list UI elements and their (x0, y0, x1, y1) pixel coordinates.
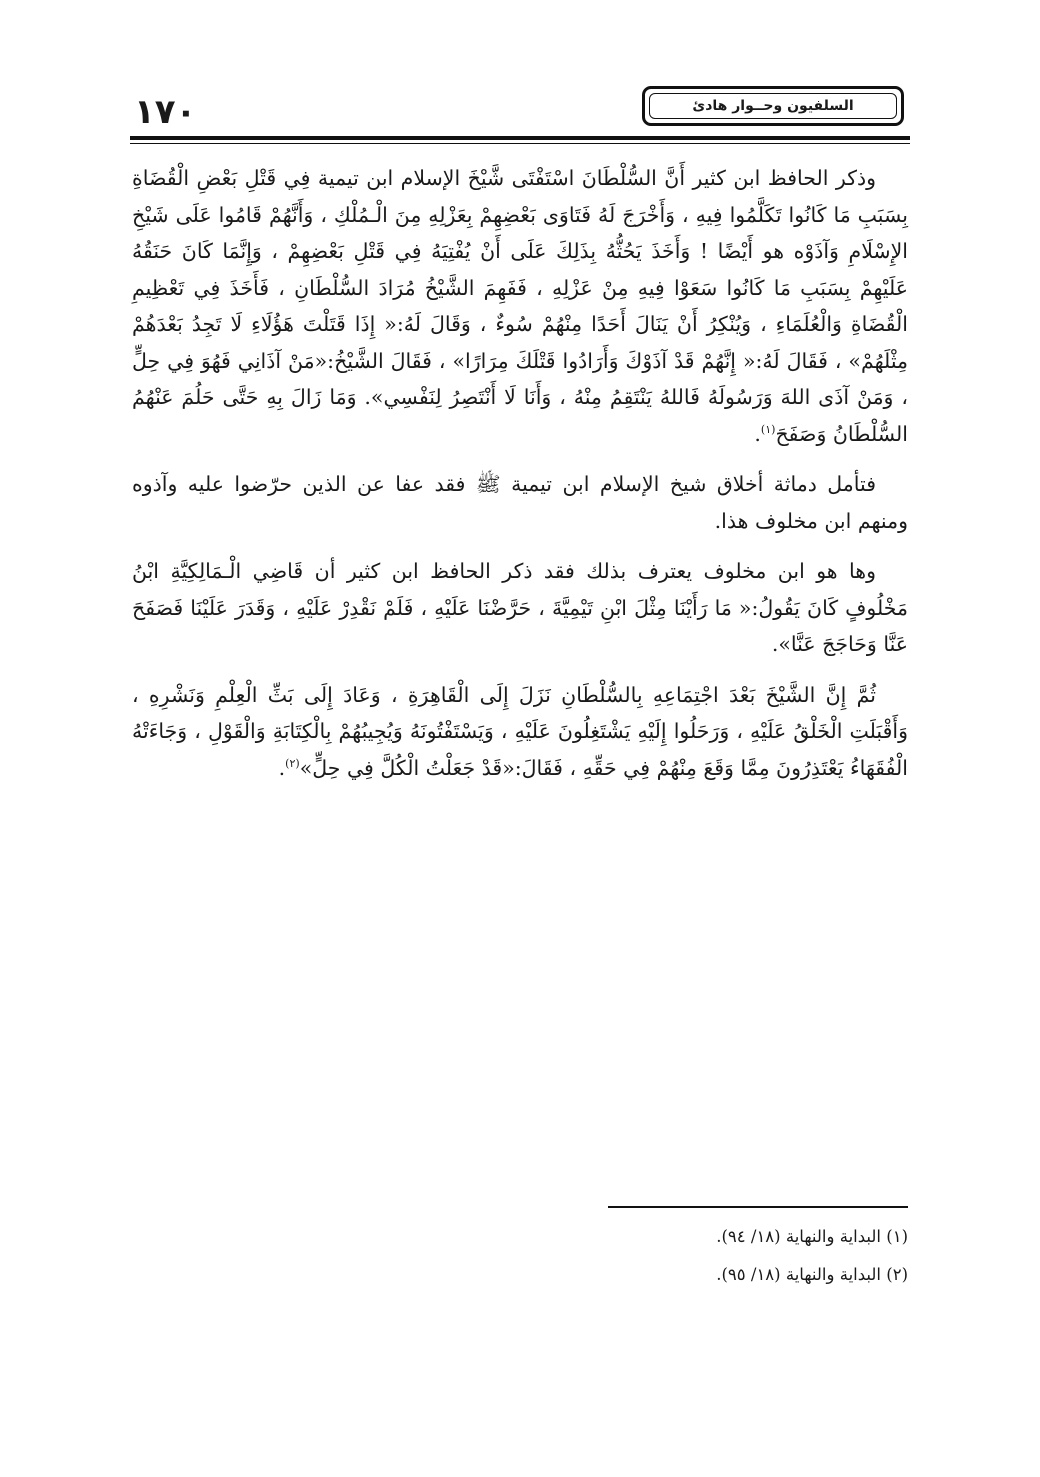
paragraph (132, 553, 908, 663)
book-title: السلفيون وحــوار هادئ (649, 93, 897, 119)
paragraph-text: ثُمَّ إِنَّ الشَّيْخَ بَعْدَ اجْتِمَاعِهِ بِالسُّلْطَانِ نَزَلَ إِلَى الْقَاهِرَةِ ، وَعَادَ إِلَى بَثِّ الْعِلْمِ وَنَشْرِهِ ، وَأَقْبَلَتِ الْخَلْقُ عَلَيْهِ ، وَرَحَلُوا إِلَيْهِ يَشْتَغِلُونَ عَلَيْهِ ، وَيَسْتَفْتُونَهُ وَيُجِيبُهُمْ بِالْكِتَابَةِ وَالْقَوْلِ ، وَجَاءَتْهُ الْفُقَهَاءُ يَعْتَذِرُونَ مِمَّا وَقَعَ مِنْهُمْ فِي حَقِّهِ ، فَقَالَ:«قَدْ جَعَلْتُ الْكُلَّ فِي حِلٍّ» (132, 682, 908, 780)
footnote-reference: (١) (760, 422, 776, 436)
paragraph-end: . (278, 755, 286, 780)
page-number: ١٧٠ (134, 92, 197, 132)
main-text (132, 160, 908, 800)
header-rule-thin (130, 143, 910, 144)
paragraph-text: فتأمل دماثة أخلاق شيخ الإسلام ابن تيمية ﷺ فقد عفا عن الذين حرّضوا عليه وآذوه ومنهم ابن مخلوف هذا. (132, 472, 908, 533)
paragraph-text: وها هو ابن مخلوف يعترف بذلك فقد ذكر الحافظ ابن كثير أن قَاضِي الْـمَالِكِيَّةِ ابْنُ مَخْلُوفٍ كَانَ يَقُولُ:« مَا رَأَيْنَا مِثْلَ ابْنِ تَيْمِيَّةَ ، حَرَّضْنَا عَلَيْهِ ، فَلَمْ نَقْدِرْ عَلَيْهِ ، وَقَدَرَ عَلَيْنَا فَصَفَحَ عَنَّا وَحَاجَجَ عَنَّا». (132, 559, 908, 656)
paragraph (132, 677, 908, 787)
footnotes (488, 1218, 908, 1294)
paragraph (132, 160, 908, 452)
book-title-frame (642, 86, 904, 126)
paragraph-text: وذكر الحافظ ابن كثير أَنَّ السُّلْطَانَ اسْتَفْتَى شَّيْخَ الإسلام ابن تيمية فِي قَتْلِ بَعْضِ الْقُضَاةِ بِسَبَبِ مَا كَانُوا تَكَلَّمُوا فِيهِ ، وَأَخْرَجَ لَهُ فَتَاوَى بَعْضِهِمْ بِعَزْلِهِ مِنَ الْـمُلْكِ ، وَأَنَّهُمْ قَامُوا عَلَى شَيْخِ الإِسْلَامِ وَآذَوْه هو أَيْضًا ! وَأَخَذَ يَحُثُّهُ بِذَلِكَ عَلَى أَنْ يُفْتِيَهُ فِي قَتْلِ بَعْضِهِمْ ، وَإِنَّمَا كَانَ حَنَقُهُ عَلَيْهِمْ بِسَبَبِ مَا كَانُوا سَعَوْا فِيهِ مِنْ عَزْلِهِ ، فَفَهِمَ الشَّيْخُ مُرَادَ السُّلْطَانِ ، فَأَخَذَ فِي تَعْظِيمِ الْقُضَاةِ وَالْعُلَمَاءِ ، وَيُنْكِرُ أَنْ يَنَالَ أَحَدًا مِنْهُمْ سُوءٌ ، وَقَالَ لَهُ:« إِذَا قَتَلْتَ هَؤُلَاءِ لَا تَجِدُ بَعْدَهُمْ مِثْلَهُمْ» ، فَقَالَ لَهُ:« إِنَّهُمْ قَدْ آذَوْكَ وَأَرَادُوا قَتْلَكَ مِرَارًا» ، فَقَالَ الشَّيْخُ:«مَنْ آذَانِي فَهُوَ فِي حِلٍّ ، وَمَنْ آذَى اللهَ وَرَسُولَهُ فَاللهُ يَنْتَقِمُ مِنْهُ ، وَأَنَا لَا أَنْتَصِرُ لِنَفْسِي». وَمَا زَالَ بِهِ حَتَّى حَلُمَ عَنْهُمُ السُّلْطَانُ وَصَفَحَ (132, 166, 908, 446)
footnote-reference: (٢) (285, 756, 300, 770)
page-header (130, 84, 910, 144)
footnote: (١) البداية والنهاية (١٨/ ٩٤). (716, 1227, 908, 1246)
paragraph (132, 466, 908, 539)
footnote-separator (608, 1206, 908, 1208)
paragraph-end: . (754, 421, 761, 446)
footnote: (٢) البداية والنهاية (١٨/ ٩٥). (716, 1265, 908, 1284)
header-rule-thick (130, 136, 910, 140)
